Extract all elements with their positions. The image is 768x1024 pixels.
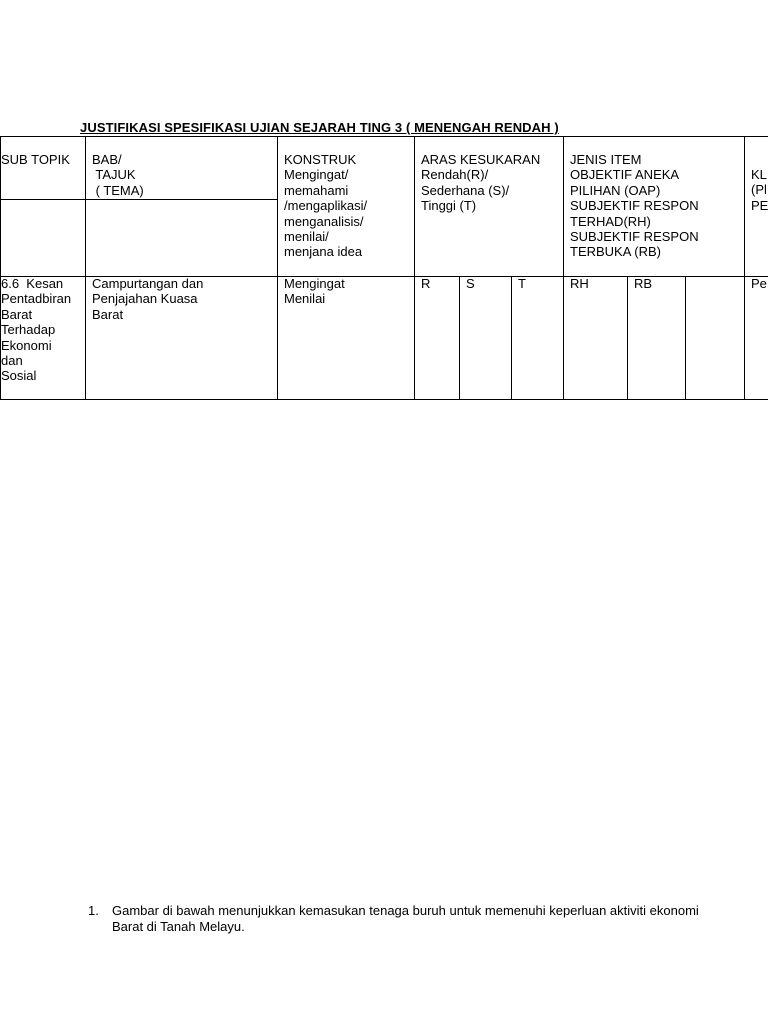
col-border — [414, 136, 415, 400]
document-title: JUSTIFIKASI SPESIFIKASI UJIAN SEJARAH TING 3 ( MENENGAH RENDAH ) — [80, 120, 559, 135]
header-bab-tajuk: BAB/ TAJUK ( TEMA) — [92, 152, 144, 198]
cell-jenis-rb: RB — [634, 276, 653, 291]
col-border — [85, 136, 86, 400]
table-top-border — [0, 136, 768, 137]
header-subdivider — [0, 199, 277, 200]
cell-sub-topik: 6.6 Kesan Pentadbiran Barat Terhadap Ekonomi dan Sosial — [1, 276, 72, 384]
header-konstruk: KONSTRUK Mengingat/ memahami /mengaplikasi/ menganalisis/ menilai/ menjana idea — [284, 152, 368, 260]
cell-aras-t: T — [518, 276, 526, 291]
cell-konstruk: Mengingat Menilai — [284, 276, 345, 307]
question-text: Gambar di bawah menunjukkan kemasukan tenaga buruh untuk memenuhi keperluan aktiviti ekonomi Barat di Tanah Melayu. — [112, 903, 699, 934]
question-number: 1. — [88, 903, 99, 918]
col-border — [459, 276, 460, 400]
col-border — [511, 276, 512, 400]
header-sub-topik: SUB TOPIK — [1, 152, 70, 167]
cell-bab-tajuk: Campurtangan dan Penjajahan Kuasa Barat — [92, 276, 204, 322]
header-jenis-item: JENIS ITEM OBJEKTIF ANEKA PILIHAN (OAP) SUBJEKTIF RESPON TERHAD(RH) SUBJEKTIF RESPON TERBUKA (RB) — [570, 152, 699, 260]
col-border — [627, 276, 628, 400]
col-border — [277, 136, 278, 400]
header-klasifikasi: KL (Pl PE — [751, 167, 768, 213]
cell-aras-s: S — [466, 276, 475, 291]
col-border — [685, 276, 686, 400]
table-bottom-border — [0, 399, 768, 400]
cell-aras-r: R — [421, 276, 431, 291]
cell-jenis-rh: RH — [570, 276, 589, 291]
question-item — [88, 903, 728, 935]
header-aras-kesukaran: ARAS KESUKARAN Rendah(R)/ Sederhana (S)/ Tinggi (T) — [421, 152, 541, 214]
col-border — [744, 136, 745, 400]
col-border — [563, 136, 564, 400]
cell-klasifikasi: Pe — [751, 276, 767, 291]
